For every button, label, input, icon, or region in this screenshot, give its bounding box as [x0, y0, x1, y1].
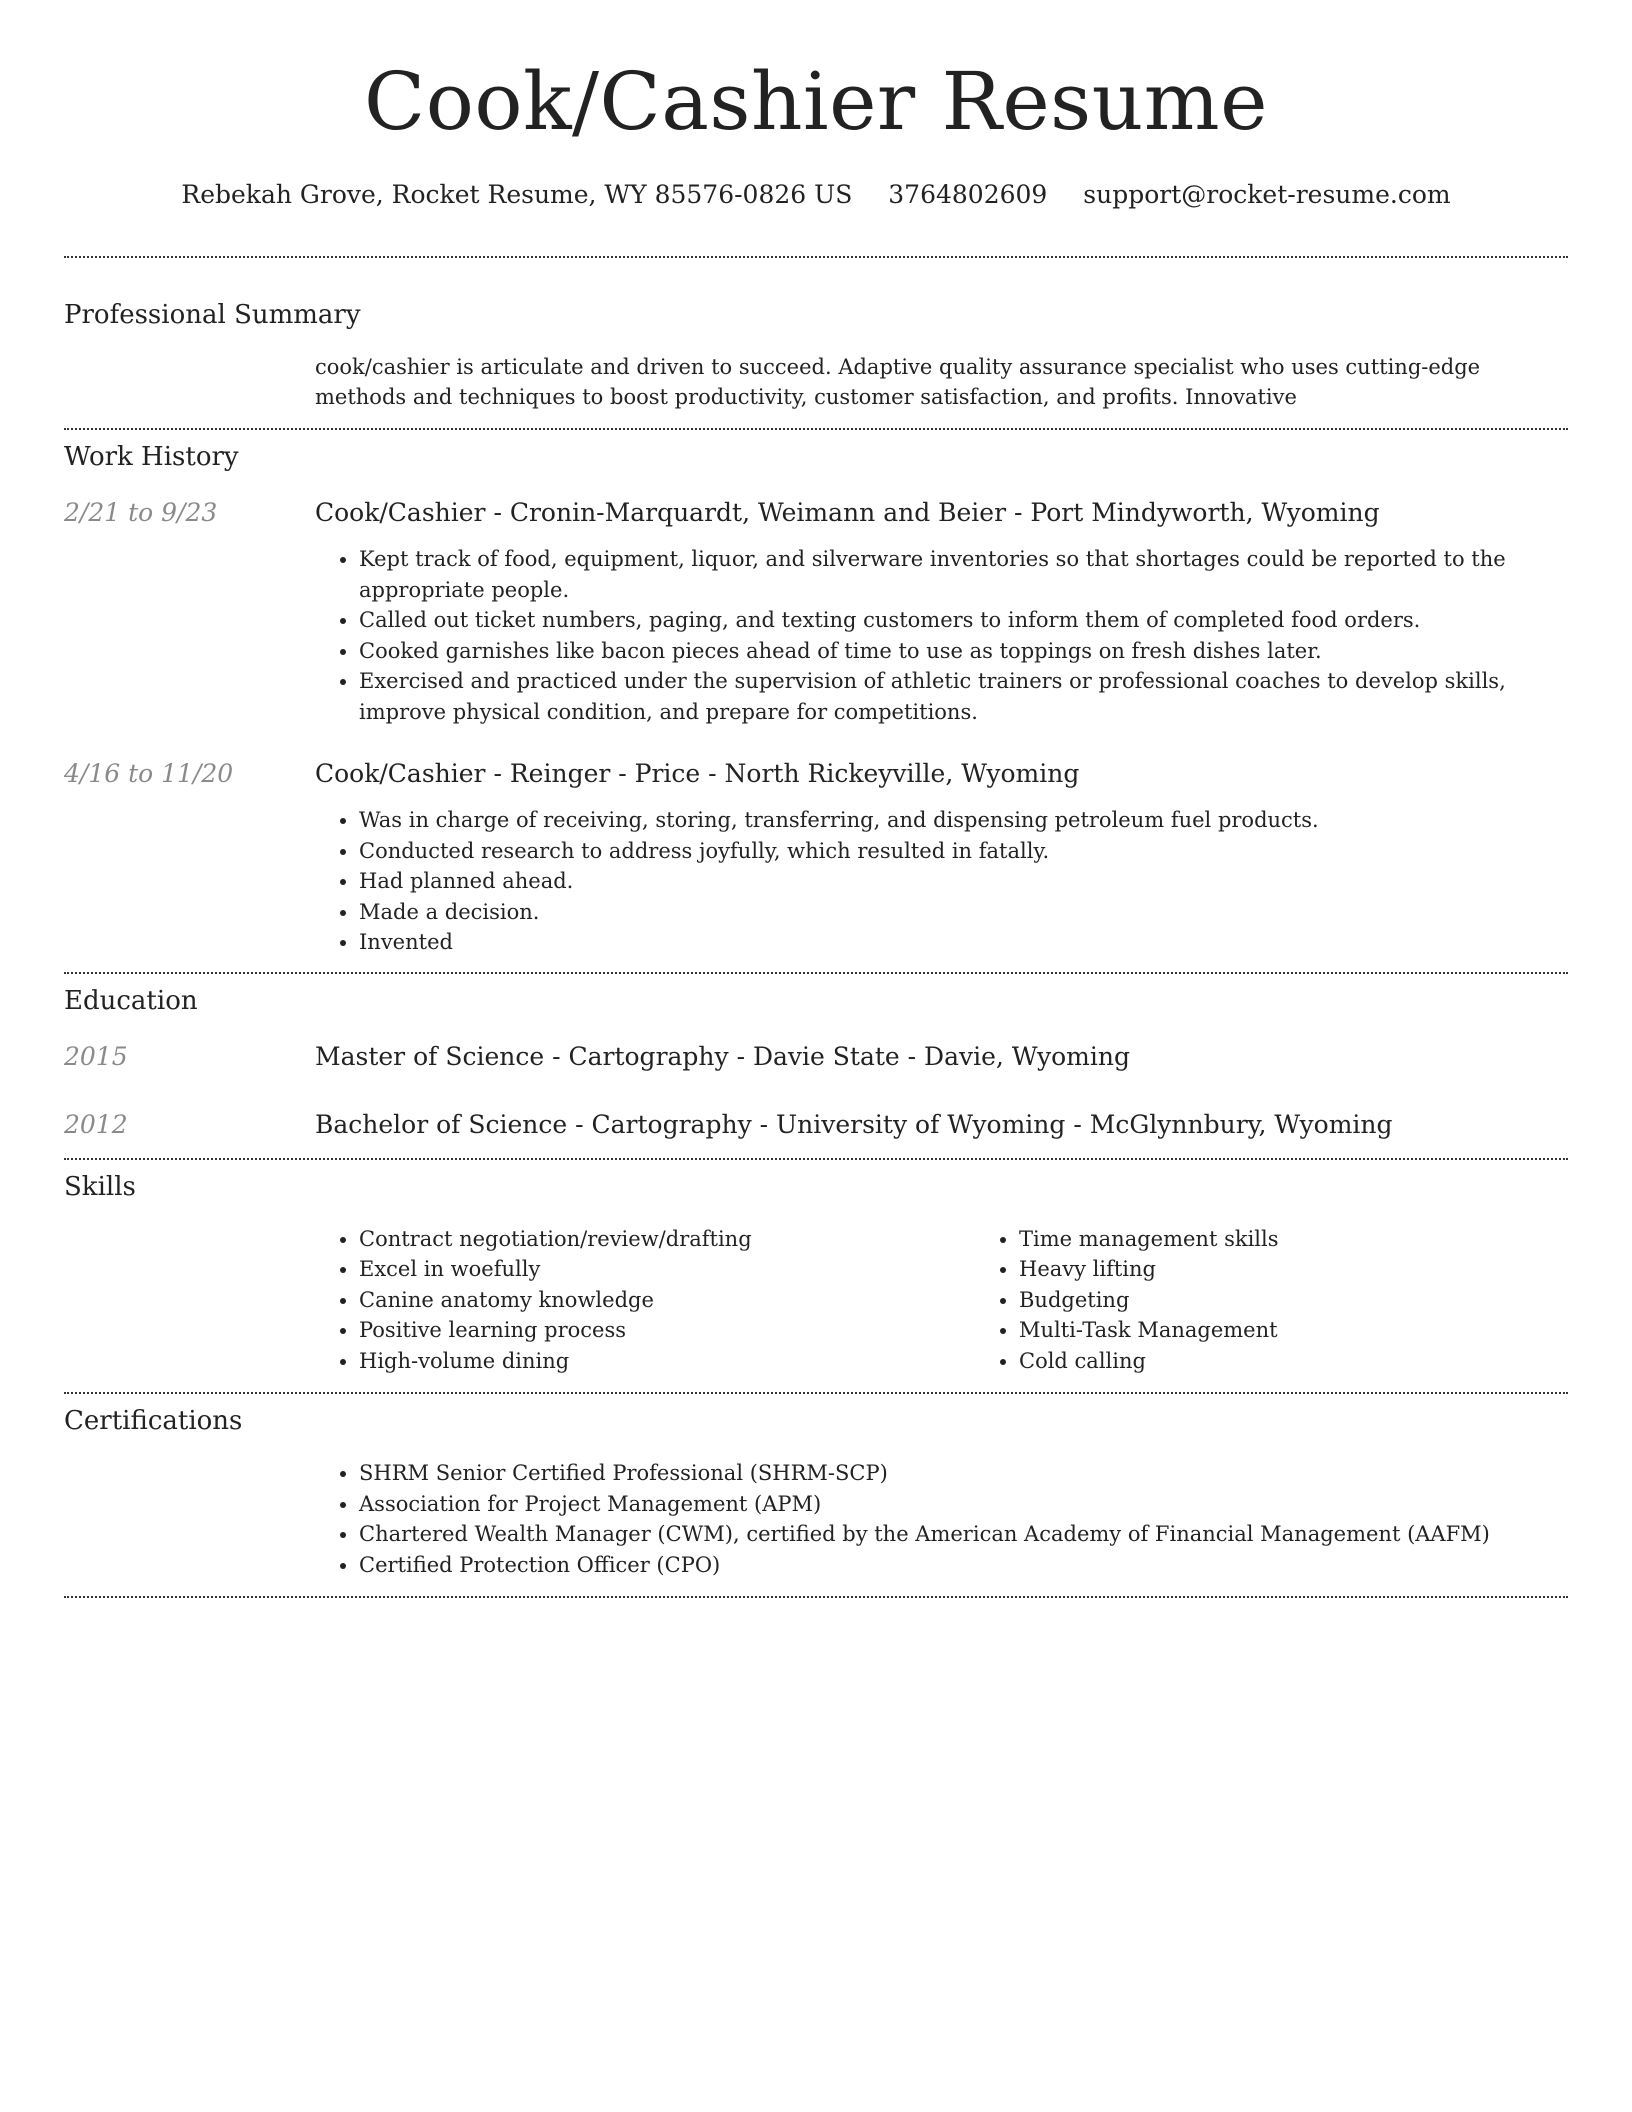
job-duty: • Had planned ahead. [359, 866, 1568, 897]
skill-item: • Canine anatomy knowledge [359, 1285, 975, 1316]
divider [64, 1596, 1568, 1598]
section-heading-work: Work History [64, 442, 239, 472]
section-heading-education: Education [64, 985, 198, 1016]
job-dates: 2/21 to 9/23 [64, 498, 218, 527]
certification-item: • Certified Protection Officer (CPO) [359, 1550, 1568, 1581]
education-degree: Bachelor of Science - Cartography - University of Wyoming - McGlynnbury, Wyoming [315, 1109, 1393, 1139]
job-duties-list [315, 544, 1568, 727]
job-duty: • Exercised and practiced under the supervision of athletic trainers or professional coaches to develop skills, improve physical condition, and prepare for competitions. [359, 666, 1568, 727]
section-heading-certifications: Certifications [64, 1406, 243, 1436]
job-duty: • Invented [359, 927, 1568, 958]
skills-grid [315, 1224, 1568, 1377]
divider [64, 1392, 1568, 1394]
certification-item: • Association for Project Management (APM) [359, 1489, 1568, 1520]
skills-row [64, 1224, 1568, 1377]
education-year: 2012 [64, 1109, 128, 1139]
job-duty: • Kept track of food, equipment, liquor, and silverware inventories so that shortages could be reported to the appropriate people. [359, 544, 1568, 605]
divider [64, 972, 1568, 974]
section-heading-skills: Skills [64, 1171, 136, 1202]
contact-address: Rebekah Grove, Rocket Resume, WY 85576-0826 US [181, 180, 853, 209]
skill-item: • Contract negotiation/review/drafting [359, 1224, 975, 1255]
job-duty: • Made a decision. [359, 897, 1568, 928]
contact-phone: 3764802609 [888, 180, 1048, 209]
job-duty: • Conducted research to address joyfully, which resulted in fatally. [359, 836, 1568, 867]
divider [64, 428, 1568, 430]
education-entry [64, 1108, 1568, 1142]
job-title: Cook/Cashier - Reinger - Price - North Rickeyville, Wyoming [315, 759, 1080, 788]
skill-item: • Time management skills [1019, 1224, 1568, 1255]
education-entry [64, 1040, 1568, 1074]
certifications-row [64, 1458, 1568, 1580]
job-duty: • Called out ticket numbers, paging, and texting customers to inform them of completed food orders. [359, 605, 1568, 636]
summary-text: cook/cashier is articulate and driven to succeed. Adaptive quality assurance specialist who uses cutting-edge methods and techniques to boost productivity, customer satisfaction, and profits. Innovative [315, 355, 1481, 409]
divider [64, 1158, 1568, 1160]
contact-line [64, 178, 1568, 212]
skill-item: • Positive learning process [359, 1315, 975, 1346]
skill-item: • Cold calling [1019, 1346, 1568, 1377]
certification-item: • Chartered Wealth Manager (CWM), certified by the American Academy of Financial Management (AAFM) [359, 1519, 1568, 1550]
skill-item: • High-volume dining [359, 1346, 975, 1377]
certification-item: • SHRM Senior Certified Professional (SHRM-SCP) [359, 1458, 1568, 1489]
certifications-details [315, 1458, 1568, 1580]
job-entry [64, 757, 1568, 958]
skill-item: • Multi-Task Management [1019, 1315, 1568, 1346]
summary-row [64, 352, 1568, 412]
skills-list-right [975, 1224, 1568, 1377]
skill-item: • Excel in woefully [359, 1254, 975, 1285]
job-duty: • Was in charge of receiving, storing, transferring, and dispensing petroleum fuel products. [359, 805, 1568, 836]
job-details [315, 757, 1568, 958]
job-details [315, 496, 1568, 727]
job-title: Cook/Cashier - Cronin-Marquardt, Weimann and Beier - Port Mindyworth, Wyoming [315, 498, 1380, 527]
job-duties-list [315, 805, 1568, 958]
education-year: 2015 [64, 1041, 128, 1071]
job-dates: 4/16 to 11/20 [64, 759, 234, 788]
resume-title: Cook/Cashier Resume [364, 55, 1268, 148]
skill-item: • Budgeting [1019, 1285, 1568, 1316]
section-heading-summary: Professional Summary [64, 300, 361, 330]
divider [64, 256, 1568, 258]
skill-item: • Heavy lifting [1019, 1254, 1568, 1285]
skills-list-left [315, 1224, 975, 1377]
contact-email: support@rocket-resume.com [1083, 180, 1451, 209]
certifications-list [315, 1458, 1568, 1580]
education-degree: Master of Science - Cartography - Davie State - Davie, Wyoming [315, 1041, 1130, 1071]
job-entry [64, 496, 1568, 727]
job-duty: • Cooked garnishes like bacon pieces ahead of time to use as toppings on fresh dishes later. [359, 636, 1568, 667]
